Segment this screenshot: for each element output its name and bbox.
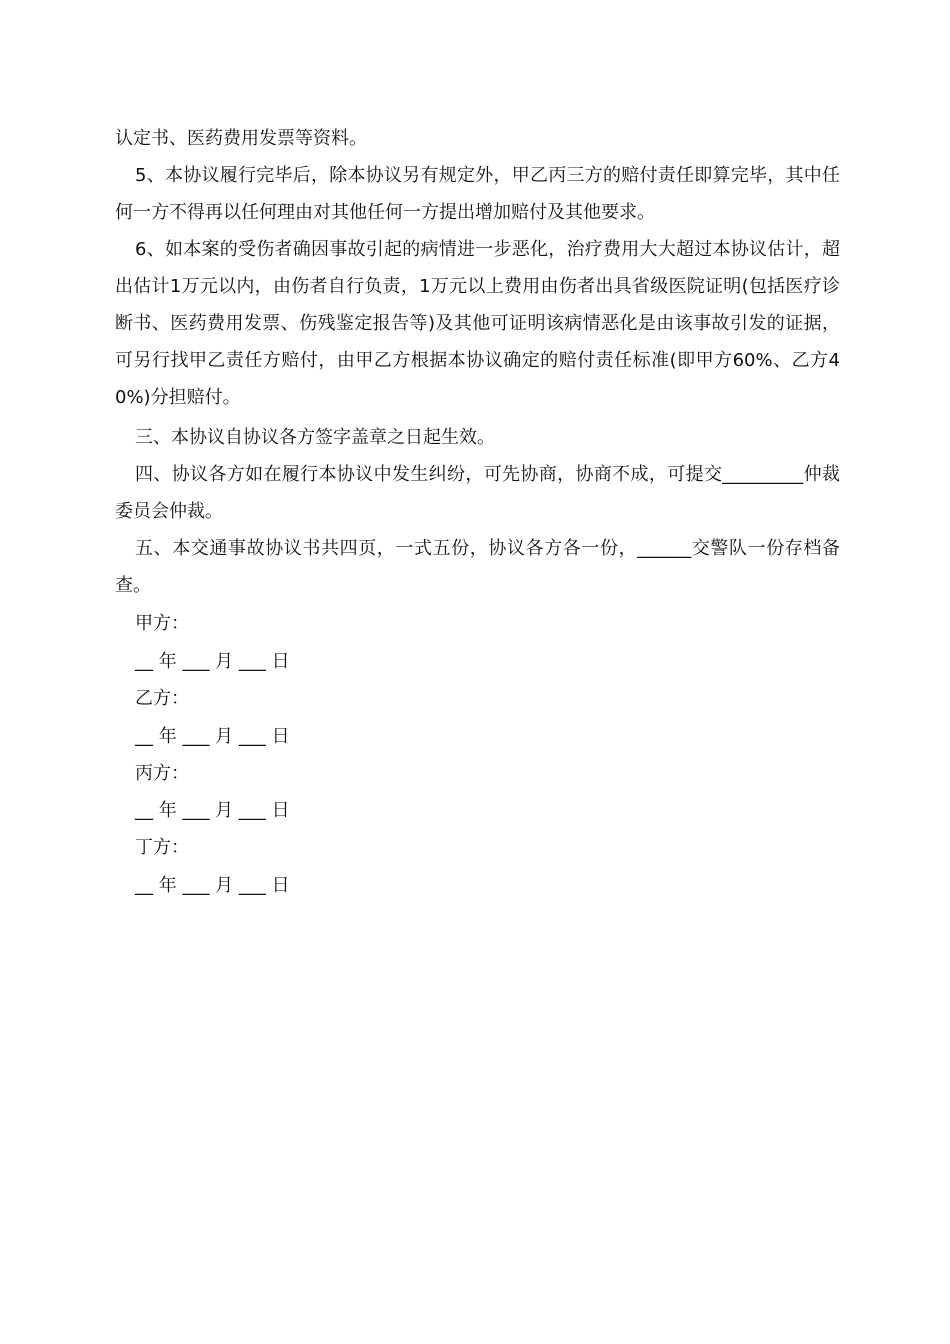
party-d-date: __ 年 ___ 月 ___ 日 <box>135 875 290 896</box>
party-c-date: __ 年 ___ 月 ___ 日 <box>135 800 290 821</box>
section-3: 三、本协议自协议各方签字盖章之日起生效。 <box>135 427 495 448</box>
party-a-date: __ 年 ___ 月 ___ 日 <box>135 651 290 672</box>
party-a-label: 甲方： <box>135 613 189 634</box>
party-b-label: 乙方： <box>135 688 189 709</box>
section-5: 五、本交通事故协议书共四页，一式五份，协议各方各一份，______交警队一份存档备查。 <box>115 538 840 596</box>
party-b-date: __ 年 ___ 月 ___ 日 <box>135 726 290 747</box>
paragraph-continuation: 认定书、医药费用发票等资料。 <box>115 128 367 149</box>
party-c-label: 丙方： <box>135 763 189 784</box>
clause-6: 6、如本案的受伤者确因事故引起的病情进一步恶化，治疗费用大大超过本协议估计，超出估计1万元以内，由伤者自行负责，1万元以上费用由伤者出具省级医院证明(包括医疗诊断书、医药费用发票、伤残鉴定报告等)及其他可证明该病情恶化是由该事故引发的证据，可另行找甲乙责任方赔付，由甲乙方根据本协议确定的赔付责任标准(即甲方60%、乙方40%)分担赔付。 <box>115 239 840 408</box>
clause-5: 5、本协议履行完毕后，除本协议另有规定外，甲乙丙三方的赔付责任即算完毕，其中任何一方不得再以任何理由对其他任何一方提出增加赔付及其他要求。 <box>115 165 840 223</box>
party-d-label: 丁方： <box>135 837 189 858</box>
section-4: 四、协议各方如在履行本协议中发生纠纷，可先协商，协商不成，可提交_________仲裁委员会仲裁。 <box>115 464 840 522</box>
